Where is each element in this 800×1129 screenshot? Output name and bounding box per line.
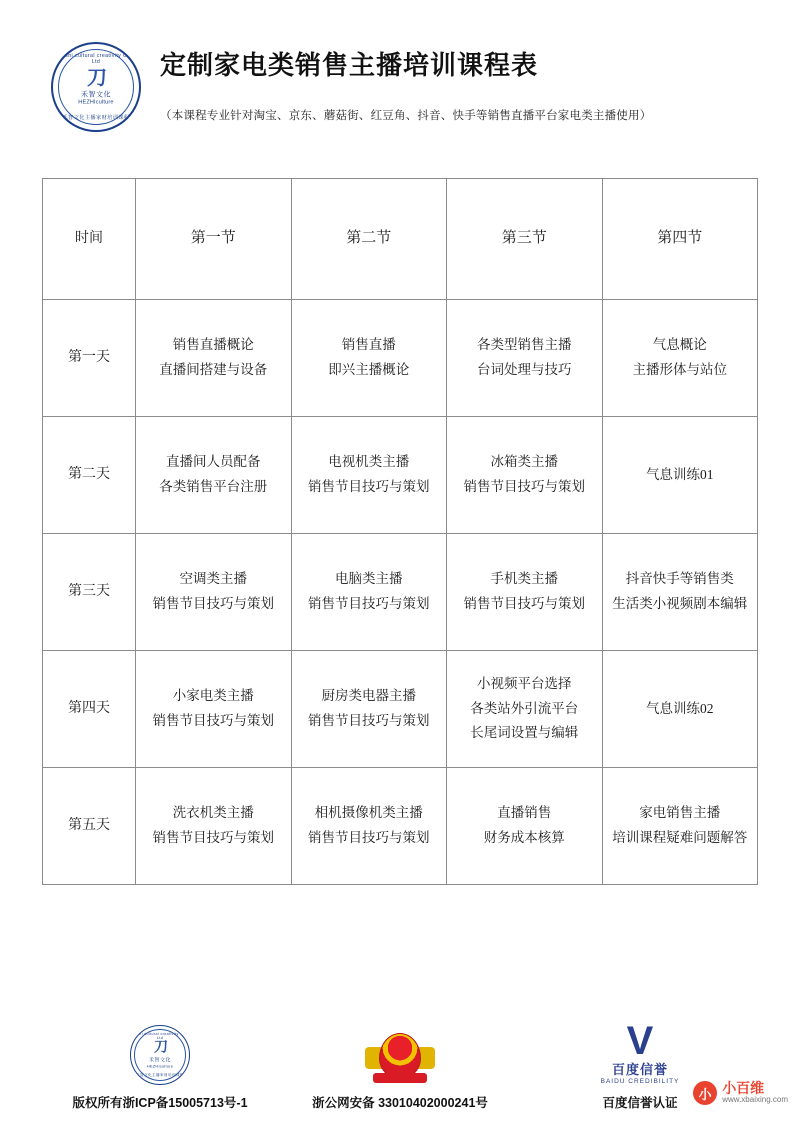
- baidu-en-text: BAIDU CREDIBILITY: [600, 1078, 680, 1085]
- table-cell-line: 空调类主播: [179, 571, 247, 587]
- table-cell-line: 销售节目技巧与策划: [463, 596, 585, 611]
- table-cell-line: 销售节目技巧与策划: [308, 479, 430, 494]
- table-cell: [291, 651, 447, 768]
- footer-badge-icp: [45, 1023, 275, 1111]
- table-cell-line: 销售节目技巧与策划: [463, 479, 585, 494]
- table-cell-line: 培训课程疑难问题解答: [612, 830, 748, 845]
- table-cell: [136, 534, 292, 651]
- watermark-icon: 小: [693, 1081, 717, 1105]
- page-subtitle: （本课程专业针对淘宝、京东、蘑菇街、红豆角、抖音、快手等销售直播平台家电类主播使用）: [160, 110, 652, 123]
- table-cell-line: 抖音快手等销售类: [625, 571, 734, 587]
- footer-badge-police: [285, 1023, 515, 1111]
- table-cell: [602, 417, 758, 534]
- watermark-url: www.xbaixing.com: [722, 1095, 788, 1105]
- table-cell-line: 厨房类电器主播: [321, 688, 416, 704]
- table-cell: [291, 768, 447, 885]
- table-cell: [602, 651, 758, 768]
- table-cell-line: 生活类小视频剧本编辑: [612, 596, 748, 611]
- table-row: [43, 417, 758, 534]
- table-cell: [136, 651, 292, 768]
- table-cell-line: 直播间人员配备: [166, 454, 261, 470]
- table-row: [43, 651, 758, 768]
- document-header: [0, 0, 800, 132]
- baidu-credibility-icon: [525, 1019, 755, 1085]
- table-cell-line: 直播间搭建与设备: [159, 362, 268, 377]
- footer-badges: [40, 1019, 760, 1111]
- icp-license-text: 版权所有浙ICP备15005713号-1: [72, 1096, 248, 1110]
- table-header-cell: 第二节: [291, 179, 447, 300]
- table-cell-line: 销售节目技巧与策划: [308, 596, 430, 611]
- table-cell-line: 小视频平台选择: [477, 675, 572, 691]
- seal-company-en: HEZHIculture: [78, 99, 114, 106]
- table-cell: [602, 534, 758, 651]
- table-header-cell: 第一节: [136, 179, 292, 300]
- table-cell-line: 小家电类主播: [172, 688, 254, 704]
- table-cell-line: 长尾词设置与编辑: [470, 725, 579, 741]
- table-cell-line: 家电销售主播: [639, 805, 721, 821]
- footer-company-seal-icon: [45, 1023, 275, 1085]
- table-cell-line: 销售节目技巧与策划: [308, 830, 430, 845]
- table-cell-line: 销售直播概论: [172, 337, 254, 353]
- table-cell-line: 气息训练02: [646, 700, 714, 716]
- table-cell-line: 主播形体与站位: [632, 362, 727, 377]
- footer-seal-mark: 刀: [154, 1040, 166, 1056]
- table-cell-time: 第一天: [43, 300, 136, 417]
- schedule-table: [42, 178, 758, 885]
- company-seal-icon: [51, 42, 141, 132]
- site-watermark: [693, 1081, 788, 1105]
- table-cell: [136, 768, 292, 885]
- title-block: [152, 38, 760, 123]
- table-header-cell: 第四节: [602, 179, 758, 300]
- table-head: [43, 179, 758, 300]
- table-cell-line: 电脑类主播: [335, 571, 403, 587]
- table-cell-line: 手机类主播: [490, 571, 558, 587]
- table-cell-time: 第二天: [43, 417, 136, 534]
- footer-seal-arc-top: Heshi cultural creativity Co., Ltd: [131, 1032, 189, 1040]
- police-emblem-icon: [285, 1023, 515, 1085]
- table-cell-line: 台词处理与技巧: [477, 362, 572, 377]
- seal-arc-bottom-text: 禾智文化主播家财培训课程: [62, 115, 130, 121]
- table-cell-time: 第四天: [43, 651, 136, 768]
- table-cell: [291, 417, 447, 534]
- table-row: [43, 768, 758, 885]
- table-cell-line: 气息概论: [652, 337, 707, 353]
- table-cell-line: 即兴主播概论: [328, 362, 410, 377]
- table-cell: [447, 651, 603, 768]
- table-header-row: [43, 179, 758, 300]
- table-cell: [447, 300, 603, 417]
- table-header-cell: 第三节: [447, 179, 603, 300]
- table-cell-line: 财务成本核算: [483, 830, 565, 845]
- table-cell-line: 销售节目技巧与策划: [152, 713, 274, 728]
- table-cell: [602, 768, 758, 885]
- table-cell-line: 各类销售平台注册: [159, 479, 268, 494]
- table-cell-line: 销售节目技巧与策划: [308, 713, 430, 728]
- table-cell-line: 各类站外引流平台: [470, 700, 579, 716]
- table-cell-line: 销售节目技巧与策划: [152, 596, 274, 611]
- seal-mark-glyph: 刀: [87, 67, 105, 90]
- seal-company-cn: 禾智文化: [81, 90, 111, 99]
- table-cell: [291, 300, 447, 417]
- table-cell-line: 销售直播: [341, 337, 396, 353]
- table-row: [43, 534, 758, 651]
- company-logo: [40, 38, 152, 132]
- schedule-table-wrap: [0, 178, 800, 885]
- table-cell: [447, 417, 603, 534]
- footer-seal-arc-bottom: 禾智文化主播家财培训课程: [136, 1073, 184, 1077]
- table-cell-line: 相机摄像机类主播: [314, 805, 423, 821]
- baidu-certification-text: 百度信誉认证: [602, 1096, 678, 1110]
- table-cell-line: 各类型销售主播: [477, 337, 572, 353]
- police-record-text: 浙公网安备 33010402000241号: [312, 1096, 488, 1110]
- table-cell: [136, 417, 292, 534]
- table-cell-line: 冰箱类主播: [490, 454, 558, 470]
- table-cell-line: 气息训练01: [646, 466, 714, 482]
- watermark-name: 小百维: [722, 1080, 765, 1097]
- footer-seal-cn: 禾智文化: [148, 1058, 171, 1064]
- baidu-v-glyph: V: [626, 1019, 654, 1063]
- table-cell-line: 洗衣机类主播: [172, 805, 254, 821]
- seal-arc-top-text: Heshi cultural creativity Co., Ltd: [57, 53, 135, 65]
- table-body: [43, 300, 758, 885]
- table-cell: [447, 534, 603, 651]
- table-cell: [602, 300, 758, 417]
- table-cell-time: 第五天: [43, 768, 136, 885]
- seal-center: [65, 69, 127, 106]
- baidu-cn-text: 百度信誉: [611, 1062, 668, 1077]
- table-row: [43, 300, 758, 417]
- footer-seal-en: HEZHIculture: [146, 1063, 174, 1069]
- page-title: 定制家电类销售主播培训课程表: [160, 50, 539, 80]
- table-cell: [447, 768, 603, 885]
- table-cell-line: 销售节目技巧与策划: [152, 830, 274, 845]
- table-cell-line: 电视机类主播: [328, 454, 410, 470]
- document-footer: [0, 1019, 800, 1111]
- table-cell: [291, 534, 447, 651]
- table-cell: [136, 300, 292, 417]
- table-header-cell: 时间: [43, 179, 136, 300]
- table-cell-time: 第三天: [43, 534, 136, 651]
- table-cell-line: 直播销售: [497, 805, 552, 821]
